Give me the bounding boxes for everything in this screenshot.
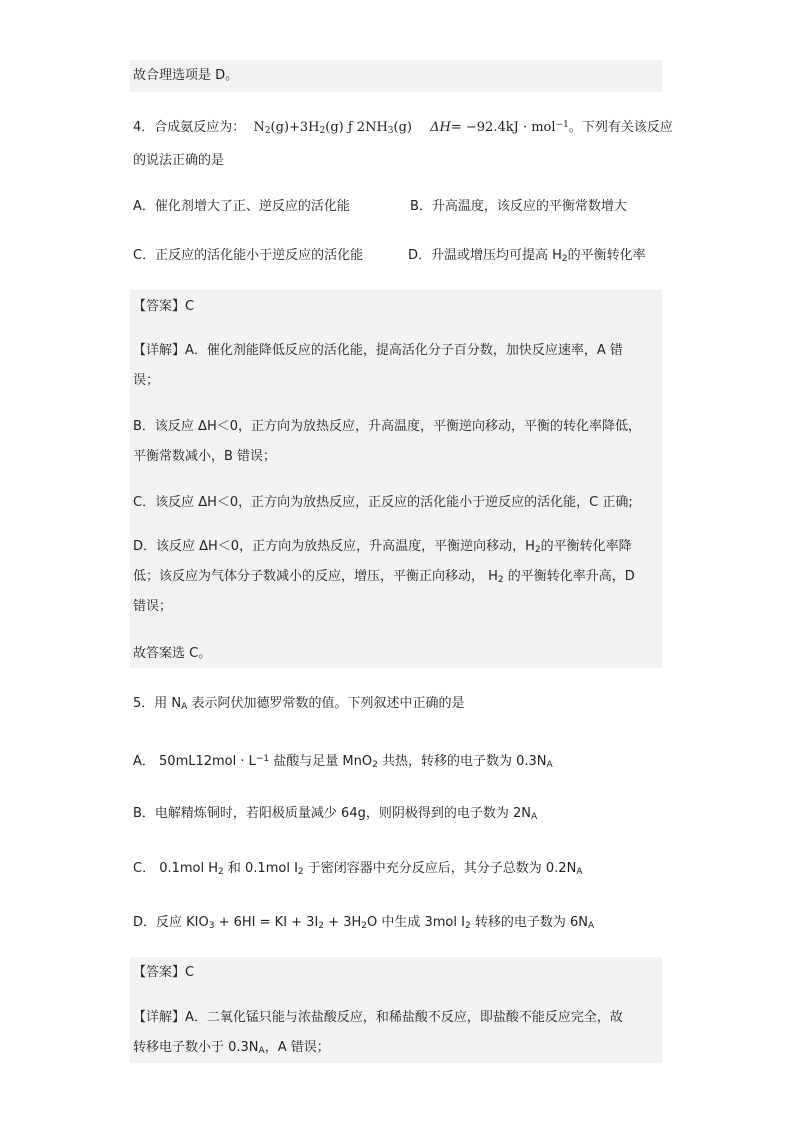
q5-detail-a-line2: 转移电子数小于 $0.3N_A$，A 错误； <box>133 1040 330 1056</box>
q5-stem: 5．用 $N_A$ 表示阿伏加德罗常数的值。下列叙述中正确的是 <box>133 696 465 712</box>
q4-detail-b-line1: B．该反应 ΔH＜0，正方向为放热反应，升高温度，平衡逆向移动，平衡的转化率降低， <box>133 419 641 434</box>
q4-answer: 【答案】C <box>133 299 195 314</box>
q3-conclusion: 故合理选项是 D。 <box>133 68 239 83</box>
q4-stem-line2: 的说法正确的是 <box>133 153 225 168</box>
q4-detail-a-line1: 【详解】A．催化剂能降低反应的活化能，提高活化分子百分数，加快反应速率，A 错 <box>133 343 623 358</box>
q5-option-b: B．电解精炼铜时，若阳极质量减少 64g，则阴极得到的电子数为 $2N_A$ <box>133 806 538 822</box>
q4-detail-a-line2: 误； <box>133 373 160 388</box>
q5-option-c: C． 0.1mol $H_2$ 和 0.1mol $I_2$ 于密闭容器中充分反应后，其分子总数为 $0.2N_A$ <box>133 861 583 877</box>
q4-option-a: A．催化剂增大了正、逆反应的活化能 <box>133 199 350 214</box>
q4-detail-c: C．该反应 ΔH＜0，正方向为放热反应，正反应的活化能小于逆反应的活化能，C 正确; <box>133 495 633 510</box>
q4-conclusion: 故答案选 C。 <box>133 646 212 661</box>
q5-option-d: D．反应 $KIO_3 + 6HI$ = KI + $3I_2 + 3H_2O$ 中生成 3mol $I_2$ 转移的电子数为 $6N_A$ <box>133 915 595 931</box>
q4-option-d: D．升温或增压均可提高 $H_2$的平衡转化率 <box>408 248 646 264</box>
q5-detail-a-line1: 【详解】A．二氧化锰只能与浓盐酸反应，和稀盐酸不反应，即盐酸不能反应完全，故 <box>133 1010 623 1025</box>
q4-equation: $N_2(g)+3H_2(g)$ ƒ $2NH_3(g)$ <box>253 120 412 136</box>
q4-detail-d-line1: D．该反应 ΔH＜0，正方向为放热反应，升高温度，平衡逆向移动，$H_2$的平衡转化率降 <box>133 539 632 555</box>
q5-option-a: A． $50mL12mol \cdot L^{-1}$ 盐酸与足量 MnO$_2$ 共热，转移的电子数为 $0.3N_A$ <box>133 754 553 770</box>
q4-detail-d-line3: 错误； <box>133 599 173 614</box>
q4-stem <box>133 116 673 140</box>
q5-answer: 【答案】C <box>133 965 195 980</box>
q4-detail-d-line2: 低；该反应为气体分子数减小的反应，增压，平衡正向移动， $H_2$ 的平衡转化率升高，D <box>133 569 635 585</box>
q5-number: 5． <box>133 696 155 711</box>
q4-stem-tail: 。下列有关该反应 <box>568 120 673 135</box>
q4-number: 4． <box>133 120 155 135</box>
q4-stem-text: 合成氨反应为： <box>154 120 246 135</box>
q4-option-c: C．正反应的活化能小于逆反应的活化能 <box>133 248 364 263</box>
q4-enthalpy: ΔH= −92.4kJ · mol$^{-1}$ <box>430 120 569 135</box>
q4-detail-b-line2: 平衡常数减小，B 错误； <box>133 449 277 464</box>
q4-option-b: B．升高温度，该反应的平衡常数增大 <box>410 199 627 214</box>
